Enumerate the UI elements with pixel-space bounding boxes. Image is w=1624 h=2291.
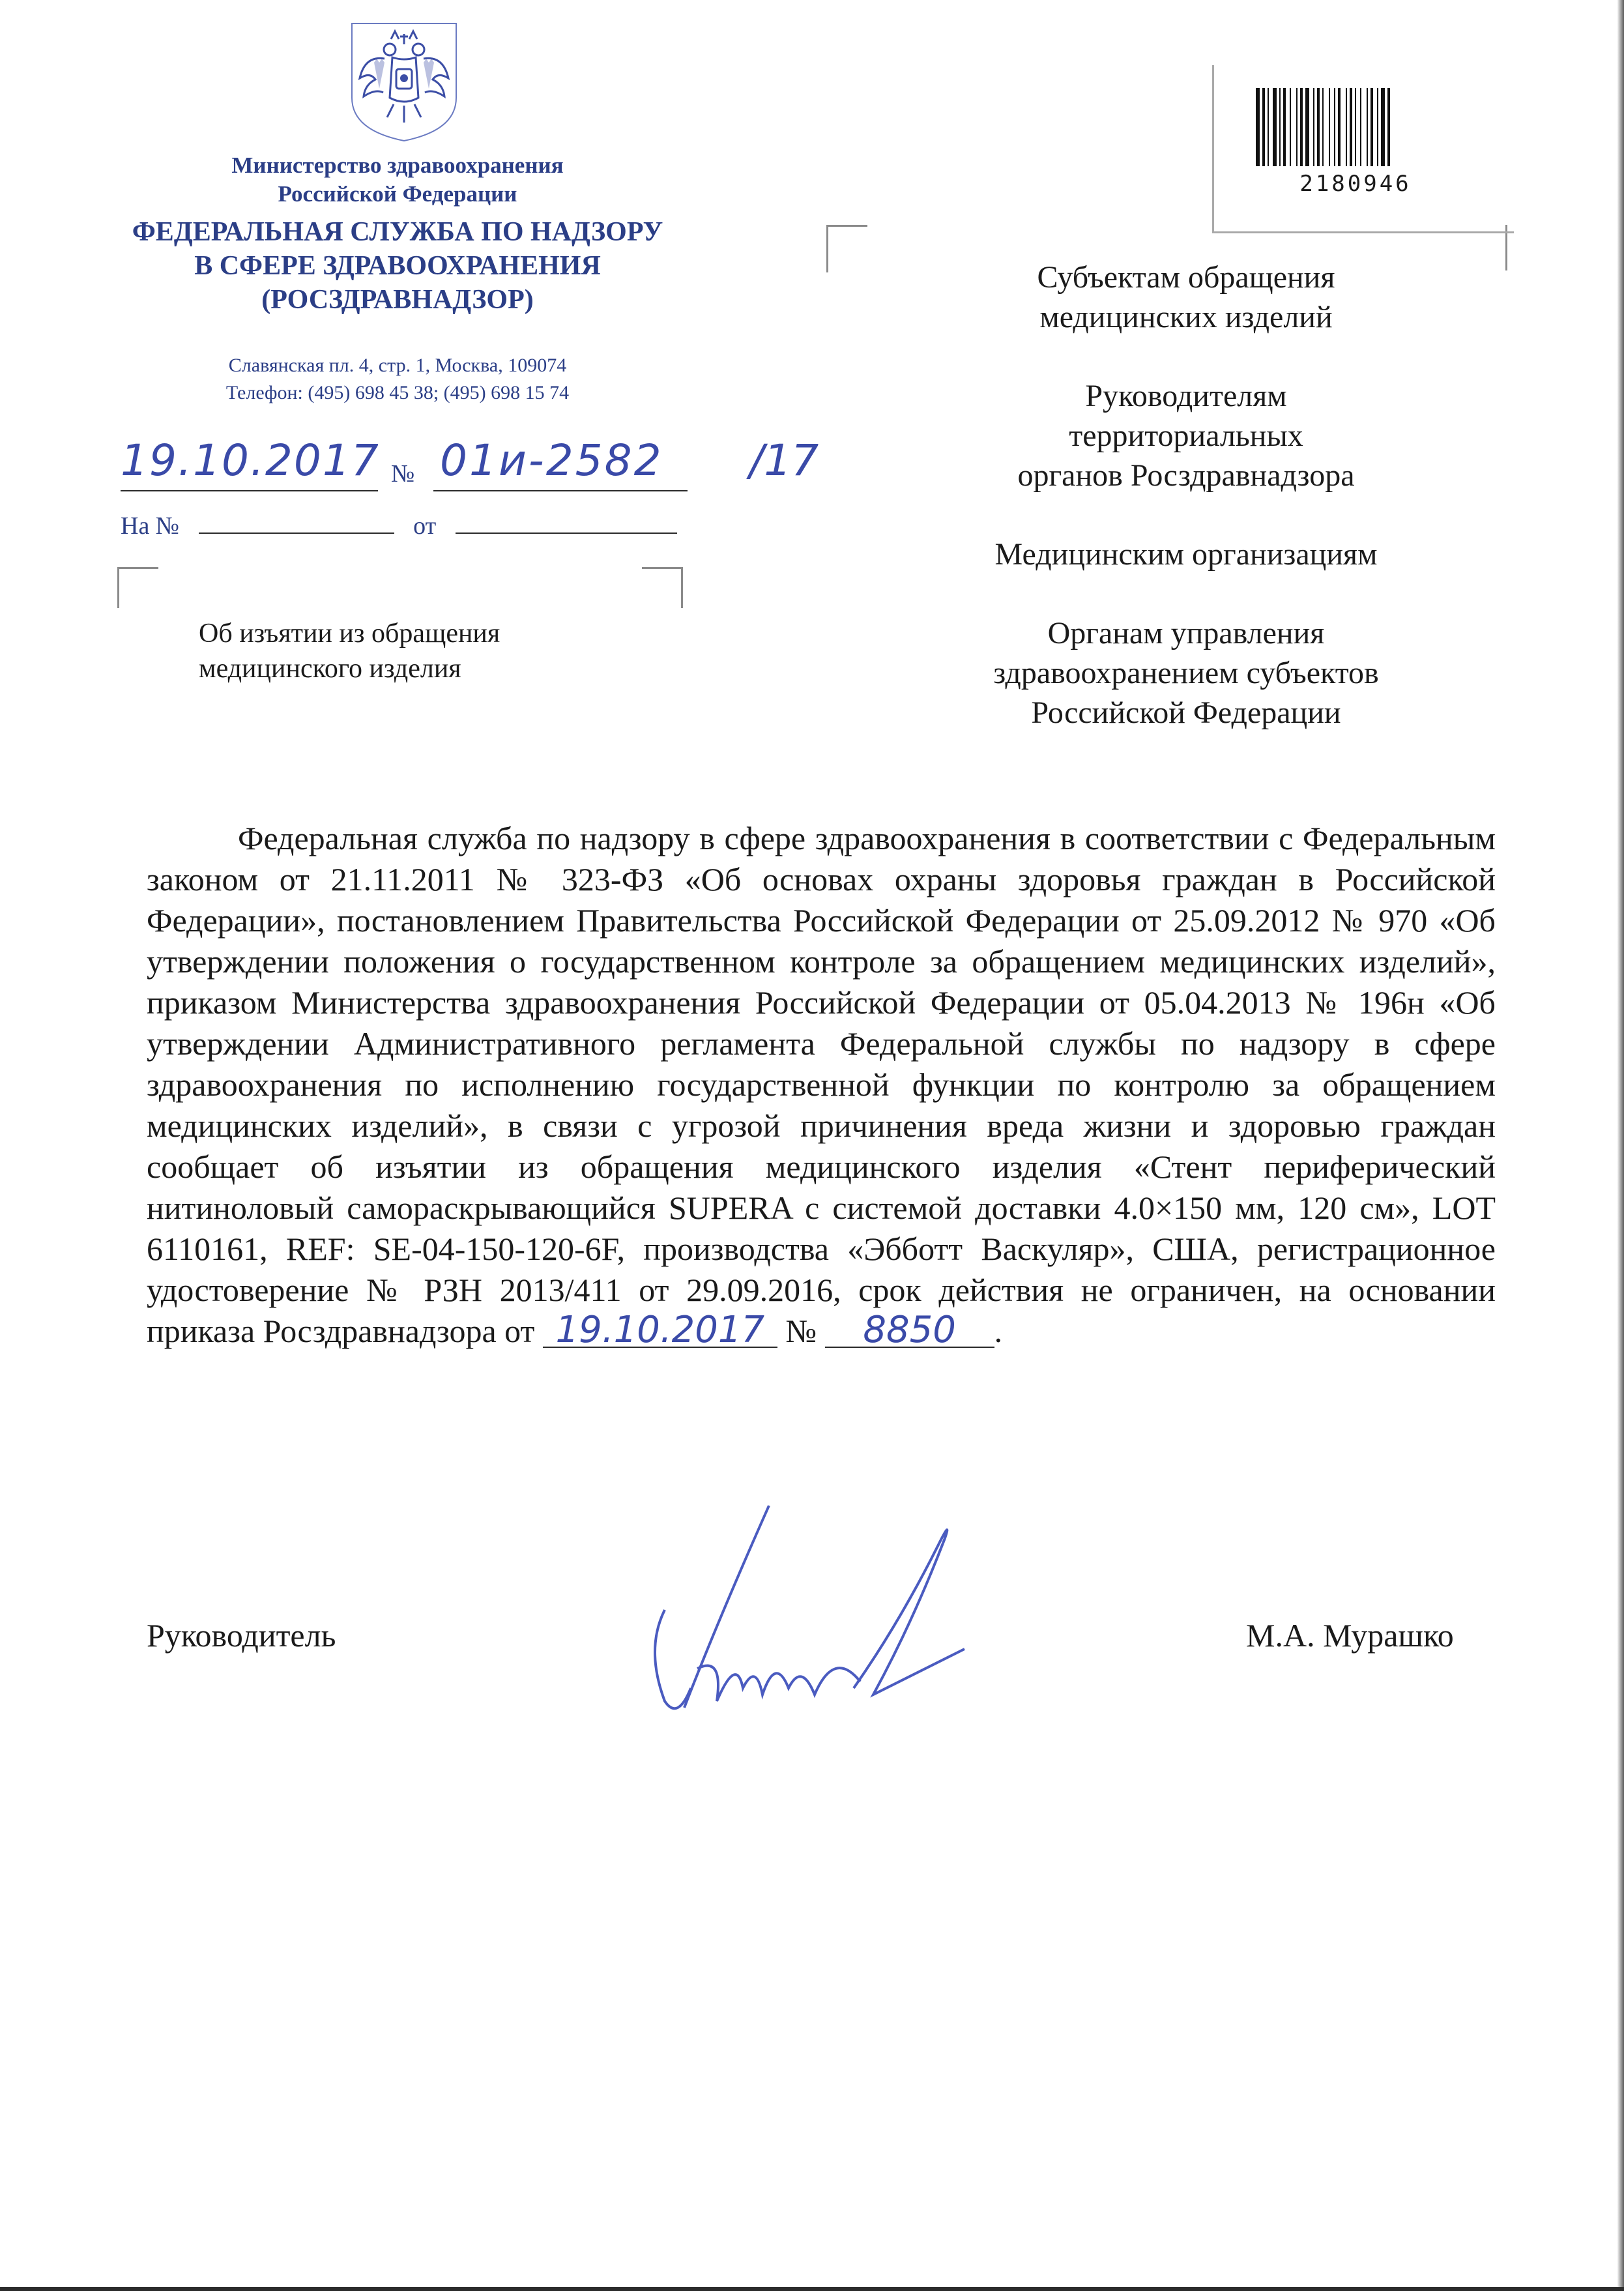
order-number: 8850 xyxy=(825,1314,994,1348)
barcode-bar xyxy=(1268,88,1269,166)
reference-line: На № от xyxy=(121,512,677,540)
double-headed-eagle-icon xyxy=(345,20,463,143)
signatory-name: М.А. Мурашко xyxy=(1246,1617,1454,1654)
addressees-block xyxy=(938,257,1434,772)
barcode-bar xyxy=(1338,88,1341,166)
addressee-2: Руководителям территориальных органов Росздравнадзора xyxy=(1017,379,1355,493)
outgoing-number-suffix: /17 xyxy=(749,435,819,486)
page-right-edge xyxy=(1617,0,1624,2291)
barcode-bar xyxy=(1377,88,1378,166)
barcode-bar xyxy=(1305,88,1309,166)
addressee-4: Органам управления здравоохранением субъектов Российской Федерации xyxy=(993,616,1379,730)
barcode-bar xyxy=(1300,88,1303,166)
reference-number-blank xyxy=(199,513,394,534)
number-sign: № xyxy=(391,460,415,488)
address-corner-left xyxy=(826,225,867,272)
barcode-bar xyxy=(1256,88,1260,166)
signatory-title: Руководитель xyxy=(147,1617,336,1654)
ministry-name: Министерство здравоохранения Российской Федерации xyxy=(231,153,564,207)
barcode-bar xyxy=(1387,88,1390,166)
barcode-number: 2180946 xyxy=(1299,171,1412,197)
order-date: 19.10.2017 xyxy=(543,1314,777,1348)
barcode-bar xyxy=(1283,88,1286,166)
barcode-bar xyxy=(1317,88,1320,166)
barcode-bar xyxy=(1290,88,1291,166)
barcode-bar xyxy=(1313,88,1314,166)
outgoing-date: 19.10.2017 xyxy=(121,435,380,486)
outgoing-number: 01и-2582 xyxy=(440,435,663,486)
barcode-icon xyxy=(1254,88,1453,173)
barcode-bar xyxy=(1367,88,1368,166)
subject-corner-right xyxy=(642,567,683,608)
page-bottom-edge xyxy=(0,2287,1624,2291)
barcode-bar xyxy=(1355,88,1356,166)
barcode-bar xyxy=(1296,88,1298,166)
service-name: ФЕДЕРАЛЬНАЯ СЛУЖБА ПО НАДЗОРУ В СФЕРЕ ЗДРАВООХРАНЕНИЯ (РОСЗДРАВНАДЗОР) xyxy=(132,217,663,315)
date-underline xyxy=(121,490,378,491)
reference-date-blank xyxy=(456,513,677,534)
service-address: Славянская пл. 4, стр. 1, Москва, 109074 Телефон: (495) 698 45 38; (495) 698 15 74 xyxy=(225,355,570,403)
letter-body: Федеральная служба по надзору в сфере здравоохранения в соответствии с Федеральным законом от 21.11.2011 № 323-ФЗ «Об основах охраны здоровья граждан в Российской Федерации», постановлением Правительства Российской Федерации от 25.09.2012 № 970 «Об утверждении положения о государственном контроле за обращением медицинских изделий», приказом Министерства здравоохранения Российской Федерации от 05.04.2013 № 196н «Об утверждении Административного регламента Федеральной службы по надзору в сфере здравоохранения по исполнению государственной функции по контролю за обращением медицинских изделий», в связи с угрозой причинения вреда жизни и здоровью граждан сообщает об изъятии из обращения медицинского изделия «Стент периферический нитиноловый самораскрывающийся SUPERA с системой доставки 4.0×150 мм, 120 см», LOT 6110161, REF: SE-04-150-120-6F, производства «Эбботт Васкуляр», США, регистрационное удостоверение № РЗН 2013/411 от 29.09.2016, срок действия не ограничен, на основании приказа Росздравнадзора от 19.10.2017 № 8850 . xyxy=(147,820,1496,1351)
barcode-bar xyxy=(1273,88,1277,166)
barcode-bar xyxy=(1262,88,1265,166)
barcode-bar xyxy=(1346,88,1347,166)
barcode-bar xyxy=(1279,88,1281,166)
barcode-bar xyxy=(1322,88,1324,166)
subject-corner-left xyxy=(117,567,158,608)
barcode-bar xyxy=(1334,88,1335,166)
barcode-bar xyxy=(1360,88,1361,166)
handwritten-signature-icon xyxy=(639,1493,978,1740)
letter-subject: Об изъятии из обращения медицинского изделия xyxy=(199,619,500,684)
barcode-bar xyxy=(1350,88,1352,166)
barcode-bar xyxy=(1370,88,1373,166)
barcode-bar xyxy=(1381,88,1385,166)
number-underline xyxy=(433,490,688,491)
addressee-3: Медицинским организациям xyxy=(994,537,1378,572)
addressee-1: Субъектам обращения медицинских изделий xyxy=(1037,260,1335,334)
barcode-bar xyxy=(1329,88,1330,166)
